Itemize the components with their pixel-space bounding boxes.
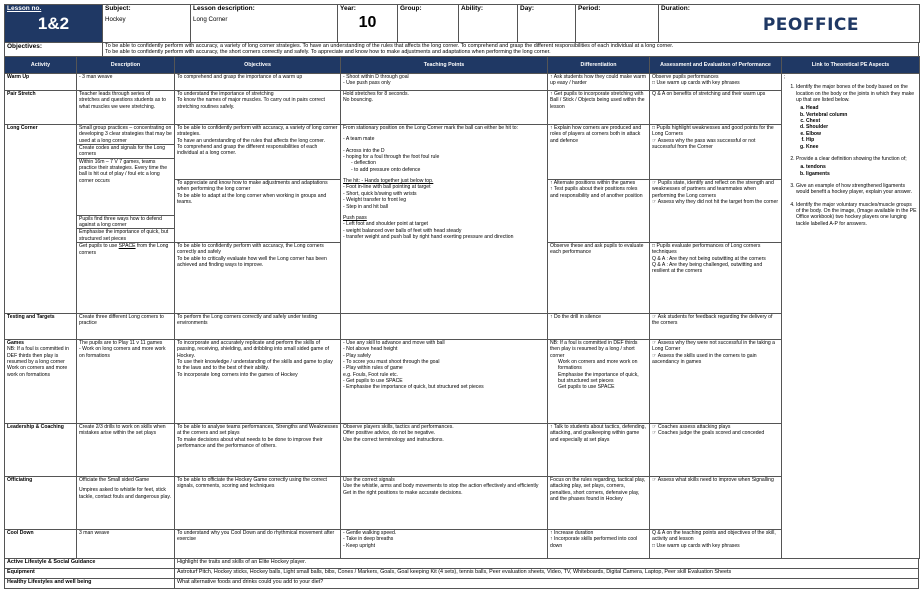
row-differentiation	[548, 73, 650, 90]
footer-table	[4, 558, 919, 589]
objective-text: To incorporate long corners into the games of Hockey	[177, 371, 298, 378]
day-cell	[518, 5, 576, 43]
list-item: d. Shoulder	[806, 124, 917, 130]
up-arrow-icon: ↑	[550, 529, 553, 536]
objective-block	[175, 179, 340, 242]
objectives-label: Objectives:	[5, 43, 103, 57]
theory-question	[796, 202, 917, 227]
assess-text: Coaches judge the goals scored and conceded	[658, 430, 765, 437]
activity-name: Warm Up	[5, 73, 77, 90]
lesson-number-cell	[5, 5, 103, 43]
teaching-point: - Gentle walking speed.	[343, 529, 397, 536]
teaching-point: - transfer weight and push ball by right hand exerting pressure and direction	[343, 234, 514, 240]
diff-text: Test pupils about their positions roles and responsibility and of another position	[550, 186, 643, 199]
up-arrow-icon: ↑	[550, 186, 553, 193]
row-teaching	[341, 313, 548, 339]
assess-text: Assess why they were not successful in the taking a Long Corner	[652, 339, 775, 353]
list-item: b. ligaments	[806, 171, 917, 177]
up-arrow-icon: ↑	[550, 423, 553, 430]
description-text: - Work on long corners and more work on formations	[79, 346, 166, 359]
diff-block: Observe these and ask pupils to evaluate each performance	[548, 242, 649, 256]
teaching-point: - Across into the D	[343, 147, 385, 154]
assess-block	[650, 179, 781, 242]
theory-question	[796, 84, 917, 150]
list-item: e. Elbow	[806, 131, 917, 137]
diff-text: NB: If a foul is committed in DEF thirds then play is resumed by a long / short corner	[550, 339, 638, 359]
teaching-point: - Weight transfer to front leg	[343, 197, 407, 204]
text-part: from the Long corners	[79, 243, 169, 256]
row-description	[77, 476, 175, 529]
row-description: - 3 man weave	[77, 73, 175, 90]
diff-text: Explain how corners are produced and roles of players at corners both in attack and defence	[550, 124, 642, 144]
row-objectives	[175, 90, 341, 124]
row-differentiation: Focus on the rules regarding, tactical play, attacking play, set plays, corners, penalties, short corners, defensive play, and the phases found in Hockey	[548, 476, 650, 529]
assess-text: Assess why the pass was successful or not successful from the Corner	[652, 137, 756, 151]
objective-text: To be able to critically evaluate how well the Long corner has been achieved and finding ways to improve.	[177, 255, 327, 269]
equipment-label: Equipment	[5, 568, 175, 578]
up-arrow-icon: ↑	[550, 90, 553, 97]
year-label: Year:	[340, 5, 356, 12]
text-part: Get pupils to use	[79, 243, 119, 250]
lesson-label: Lesson no.	[7, 5, 42, 12]
question-text: Identify the major bones of the body based on the location on the body or the joints in which they make up that are listed below.	[796, 84, 915, 104]
teaching-point: - A team mate	[343, 136, 375, 143]
up-arrow-icon: ↑	[550, 124, 553, 131]
teaching-heading: Push pass	[343, 214, 367, 221]
duration-label: Duration:	[661, 5, 690, 12]
list-item: c. Chest	[806, 118, 917, 124]
ability-label: Ability:	[461, 5, 484, 12]
teaching-point: - to add pressure onto defence	[351, 166, 421, 173]
description-text: Small group practices – concentrating on developing 3 clear strategies that may be used at a long corner	[79, 124, 172, 144]
row-teaching	[341, 73, 548, 90]
lesson-plan	[4, 4, 919, 604]
hand-icon: ☞	[652, 423, 657, 430]
diff-text: Get pupils to incorporate stretching with Ball / Stick / Objects being used within the lesson	[550, 90, 645, 110]
description-text	[77, 242, 174, 256]
hand-icon: ☞	[652, 137, 657, 144]
col-objectives: Objectives	[175, 56, 341, 73]
teaching-point: - To score you must shoot through the goal	[343, 359, 440, 366]
hand-icon: ☞	[652, 179, 657, 186]
card-icon: □	[652, 80, 656, 87]
period-label: Period:	[578, 5, 601, 12]
row-assessment	[650, 339, 782, 423]
assess-text: Observe pupils performances	[652, 73, 719, 80]
activity-name: Testing and Targets	[5, 313, 77, 339]
activity-note: NB: If a foul is committed in DEF thirds then play is resumed by a long corner	[7, 346, 69, 366]
description-text: Umpires asked to whistle for feet, stick tackle, contact fouls and dangerous play.	[79, 487, 171, 500]
description-text: The pupils are to Play 11 v 11 games	[79, 339, 163, 346]
objective-text: To incorporate and accurately replicate and perform the skills of passing, receiving, shielding, and dribbling into small sided game of Hockey.	[177, 339, 330, 359]
subject-cell	[103, 5, 191, 43]
row-teaching	[341, 476, 548, 529]
period-cell	[576, 5, 659, 43]
objective-block	[175, 242, 340, 268]
hand-icon: ☞	[652, 476, 657, 483]
teaching-point: - hoping for a foul through the foot foul rule	[343, 154, 440, 161]
activity-note: Work on corners and more work on formations	[7, 365, 68, 378]
equipment-value: Astroturf Pitch, Hockey sticks, Hockey balls, Light small balls, bibs, Cones / Markers, Goals, Goal keeping Kit (4 sets), tennis balls, Peer evaluation sheets, Video, TV, Whiteboards, Digital Camera, Laptop, Peer skill Evaluation Sheets	[175, 568, 919, 578]
description-text: Create codes and signals for the Long corners	[77, 144, 174, 158]
lesson-table	[4, 56, 920, 559]
theory-question	[796, 156, 917, 177]
diff-text: Emphasise the importance of quick, but structured set pieces	[558, 371, 639, 385]
row-differentiation	[548, 313, 650, 339]
row-assessment	[650, 423, 782, 476]
teaching-point: Get in the right positions to make accurate decisions.	[343, 489, 463, 496]
row-differentiation	[548, 529, 650, 558]
row-description	[77, 339, 175, 423]
teaching-point: e.g. Fouls, Foot rule etc.	[343, 371, 398, 378]
diff-text: Talk to students about tactics, defending, attacking, and goalkeeping within game and especially at set plays	[550, 423, 646, 443]
row-assessment	[650, 476, 782, 529]
lesson-number: 1&2	[37, 14, 70, 33]
objective-line-2: To be able to confidently perform with accuracy, the short corners correctly and safely. To appreciate and know how to make adjustments and adaptations when performing the long corner.	[105, 49, 551, 56]
year-cell	[338, 5, 398, 43]
group-cell	[398, 5, 459, 43]
question-text: Give an example of how strengthened ligaments would benefit a hockey player, explain your answer.	[796, 183, 913, 196]
row-assessment	[650, 313, 782, 339]
row-description: Teacher leads through series of stretches and questions students as to what muscles we were stretching.	[77, 90, 175, 124]
col-differentiation: Differentiation	[548, 56, 650, 73]
teaching-point: From stationary position on the Long Corner mark the ball can either be hit to:	[343, 124, 518, 131]
teaching-point: - Keep upright	[343, 542, 375, 549]
row-description: Create three different Long corners to practice	[77, 313, 175, 339]
objective-text: To be able to confidently perform with accuracy, the Long corners correctly and safely	[177, 242, 324, 256]
col-teaching-points: Teaching Points	[341, 56, 548, 73]
year-value: 10	[358, 14, 377, 31]
teaching-point: - Use push pass only	[343, 80, 391, 87]
day-label: Day:	[520, 5, 535, 12]
objective-text: To be able to confidently perform with accuracy, a variety of long corner strategies.	[177, 124, 338, 138]
description-text: Pupils find three ways how to defend against a long corner	[77, 215, 174, 229]
diff-text: Work on corners and more work on formations	[558, 359, 638, 372]
row-assessment	[650, 529, 782, 558]
activity-name: Leadership & Coaching	[5, 423, 77, 476]
assess-text: Use warm up cards with key phrases	[656, 542, 740, 549]
assess-text: Assess what skills need to improve when Signalling	[657, 476, 774, 483]
objective-text: To appreciate and know how to make adjustments and adaptations when performing the long corner	[177, 179, 328, 193]
diff-block	[548, 125, 649, 179]
diff-block	[548, 179, 649, 242]
ability-cell	[459, 5, 518, 43]
assess-text: Pupils highlight weaknesses and good points for the Long Corners	[652, 124, 774, 138]
row-differentiation	[548, 124, 650, 313]
objectives-text	[103, 43, 919, 57]
duration-cell	[659, 5, 920, 43]
theory-questions	[784, 84, 917, 227]
row-teaching	[341, 90, 548, 124]
subject-label: Subject:	[105, 5, 131, 12]
teaching-point: Hold stretches for 8 seconds.	[343, 90, 409, 97]
diff-text: Alternate positions within the games	[553, 179, 636, 186]
objective-text: To comprehend and grasp the different responsibilities of each individual at a long corner.	[177, 144, 318, 157]
teaching-point: - Step in and hit ball	[343, 203, 389, 210]
assess-block	[650, 242, 781, 275]
row-assessment	[650, 124, 782, 313]
row-teaching	[341, 423, 548, 476]
teaching-point: Use the correct terminology and instructions.	[343, 436, 444, 443]
row-objectives: To comprehend and grasp the importance of a warm up	[175, 73, 341, 90]
description-label: Lesson description:	[193, 5, 255, 12]
activity-name: Pair Stretch	[5, 90, 77, 124]
teaching-point: Use the whistle, arms and body movements to stop the action effectively and efficiently	[343, 483, 539, 490]
assess-text: Ask students for feedback regarding the delivery of the corners	[652, 313, 773, 327]
teaching-heading: The hit: - Hands together just below top.	[343, 178, 434, 185]
assess-text: Pupils evaluate performances of Long corners techniques	[652, 242, 761, 256]
row-teaching	[341, 124, 548, 313]
col-assessment: Assessment and Evaluation of Performance	[650, 56, 782, 73]
col-theory: Link to Theoretical PE Aspects	[782, 56, 920, 73]
diff-text: Ask students how they could make warm up easy / harder	[550, 73, 646, 87]
diff-text: Do the drill in silence	[553, 313, 601, 320]
question-text: Provide a clear definition showing the function of;	[796, 155, 907, 162]
row-assessment: Q & A on benefits of stretching and their warm ups	[650, 90, 782, 124]
row-objectives: To be able to officiate the Hockey Game correctly using the correct signals, comments, scoring and techniques	[175, 476, 341, 529]
assess-block	[650, 125, 781, 179]
objectives-table	[4, 42, 919, 57]
list-item: a. Head	[806, 105, 917, 111]
definition-list	[796, 164, 917, 177]
hand-icon: ☞	[652, 313, 657, 320]
assess-text: Assess the skills used in the corners to gain ascendancy in games	[652, 352, 757, 366]
teaching-point: No bouncing.	[343, 97, 374, 104]
list-item: g. Knee	[806, 144, 917, 150]
hand-icon: ☞	[652, 352, 657, 359]
bone-list	[796, 105, 917, 150]
teaching-point: - Foot in-line with ball pointing at target	[343, 184, 431, 191]
objective-text: To be able to adapt at the long corner when working in groups and teams.	[177, 192, 327, 206]
up-arrow-icon: ↑	[550, 536, 553, 543]
objective-text: To make decisions about what needs to be done to improve their performance and the performance of others.	[177, 436, 323, 450]
description-value: Long Corner	[193, 16, 228, 23]
teaching-point: - Shoot within D through goal	[343, 73, 409, 80]
description-cell	[191, 5, 338, 43]
teaching-point: - Short, quick b/swing with wrists	[343, 190, 417, 197]
description-text: Within 16m – 7 V 7 games, teams practice their strategies. Every time the ball is hit out of play / foul etc a long corner occurs	[77, 158, 174, 215]
description-text: Officiate the Small sided Game	[79, 476, 150, 483]
teaching-point: - Emphasise the importance of quick, but structured set pieces	[343, 384, 484, 391]
col-activity: Activity	[5, 56, 77, 73]
list-item: a. tendons	[806, 164, 917, 170]
activity-name: Officiating	[5, 476, 77, 529]
teaching-point: - Left foot and shoulder point at target	[343, 221, 428, 228]
row-objectives: To perform the Long corners correctly and safely under testing environments	[175, 313, 341, 339]
activity-name: Long Corner	[5, 124, 77, 313]
teaching-point: - Play safely	[343, 352, 371, 359]
assess-text: Q & A on the teaching points and objectives of the skill, activity and lesson	[652, 529, 776, 543]
teaching-point: Use the correct signals	[343, 476, 395, 483]
teaching-point: - Play within rules of game	[343, 365, 403, 372]
row-differentiation	[548, 423, 650, 476]
row-description	[77, 124, 175, 313]
objective-text: To understand the importance of stretching	[177, 90, 274, 97]
hand-icon: ☞	[652, 339, 657, 346]
up-arrow-icon: ↑	[550, 179, 553, 186]
assess-text: Assess why they did not hit the target from the corner	[657, 199, 779, 206]
assess-text: Coaches assess attacking plays	[658, 423, 731, 430]
table-row	[5, 73, 920, 90]
guidance-value: Highlight the traits and skills of an Elite Hockey player.	[175, 558, 919, 568]
assess-text: Q & A : Are they being challenged, outwitting and resilient at the corners	[652, 262, 763, 275]
row-description: 3 man weave	[77, 529, 175, 558]
question-text: Identify the major voluntary muscles/muscle groups of the body. On the image, (Image available in the PE Office workbook) two hockey players one lunging tackle labelled A-P for answers.	[796, 201, 917, 227]
guidance-label: Active Lifestyle & Social Guidance	[5, 558, 175, 568]
row-assessment	[650, 73, 782, 90]
objective-text: To have an understanding of the rules that affects the long corner.	[177, 137, 326, 144]
hand-icon: ☞	[652, 199, 657, 206]
assess-text: Pupils state, identify and reflect on the strength and weaknesses of partners and teammates when performing the Long corners	[652, 179, 774, 199]
theory-top: ;	[784, 73, 786, 80]
objective-text: To be able to analyse teams performances, Strengths and Weaknesses at the corners and set plays	[177, 423, 339, 437]
teaching-point: Offer positive advice, do not be negative.	[343, 430, 436, 437]
diff-text: Increase duration	[553, 529, 594, 536]
row-objectives	[175, 423, 341, 476]
assess-text: Q & A : Are they not being outwitting at the corners	[652, 255, 766, 262]
diff-text: Incorporate skills performed into cool down	[550, 536, 638, 549]
teaching-point: - Take in deep breaths	[343, 536, 394, 543]
list-item: b. Vertebral column	[806, 112, 917, 118]
activity-name: Games	[7, 339, 24, 346]
activity-cell	[5, 339, 77, 423]
teaching-point: - Use any skill to advance and move with ball	[343, 339, 445, 346]
header-table	[4, 4, 920, 43]
objective-line-1: To be able to confidently perform with accuracy, a variety of long corner strategies. To have an understanding of the rules that affects the long corner. To comprehend and grasp the different responsibilities of each individual at a long corner.	[105, 43, 674, 49]
group-label: Group:	[400, 5, 422, 12]
subject-value: Hockey	[105, 16, 126, 23]
activity-name: Cool Down	[5, 529, 77, 558]
teaching-point: - weight balanced over balls of feet with head steady	[343, 227, 462, 234]
up-arrow-icon: ↑	[550, 73, 553, 80]
card-icon: □	[652, 242, 656, 249]
teaching-point: Observe players skills, tactics and performances.	[343, 423, 454, 430]
card-icon: □	[652, 124, 656, 131]
up-arrow-icon: ↑	[550, 313, 553, 320]
diff-text: Get pupils to use SPACE	[558, 384, 615, 391]
teaching-point: - deflection	[351, 160, 376, 167]
description-text: Emphasise the importance of quick, but structured set pieces	[77, 228, 174, 242]
objective-text: To use their knowledge / understanding of the skills and game to play to the laws and to the best of their ability.	[177, 359, 333, 372]
healthy-value: What alternative foods and drinks could you add to your diet?	[175, 578, 919, 588]
logo-text: PEOFFICE	[762, 15, 859, 35]
card-icon: □	[652, 542, 656, 549]
teaching-point: - Not above head height	[343, 346, 398, 353]
list-item: f. Hip	[806, 137, 917, 143]
teaching-point: - Get pupils to use SPACE	[343, 378, 403, 385]
row-objectives: To understand why you Cool Down and do rhythmical movement after exercise	[175, 529, 341, 558]
row-objectives	[175, 339, 341, 423]
healthy-label: Healthy Lifestyles and well being	[5, 578, 175, 588]
row-objectives	[175, 124, 341, 313]
objective-block	[175, 125, 340, 179]
row-teaching	[341, 529, 548, 558]
hand-icon: ☞	[652, 430, 657, 437]
pe-office-logo	[763, 15, 859, 35]
column-header-row	[5, 56, 920, 73]
row-differentiation	[548, 339, 650, 423]
objective-text: To know the names of major muscles. To carry out in pairs correct stretching routines safely.	[177, 97, 325, 110]
assess-text: Use warm up cards with key phrases	[656, 80, 740, 87]
text-part: SPACE	[118, 243, 136, 250]
theory-cell	[782, 73, 920, 558]
row-teaching	[341, 339, 548, 423]
col-description: Description	[77, 56, 175, 73]
theory-question	[796, 183, 917, 196]
row-description: Create 2/3 drills to work on skills when mistakes arise within the set plays	[77, 423, 175, 476]
row-differentiation	[548, 90, 650, 124]
